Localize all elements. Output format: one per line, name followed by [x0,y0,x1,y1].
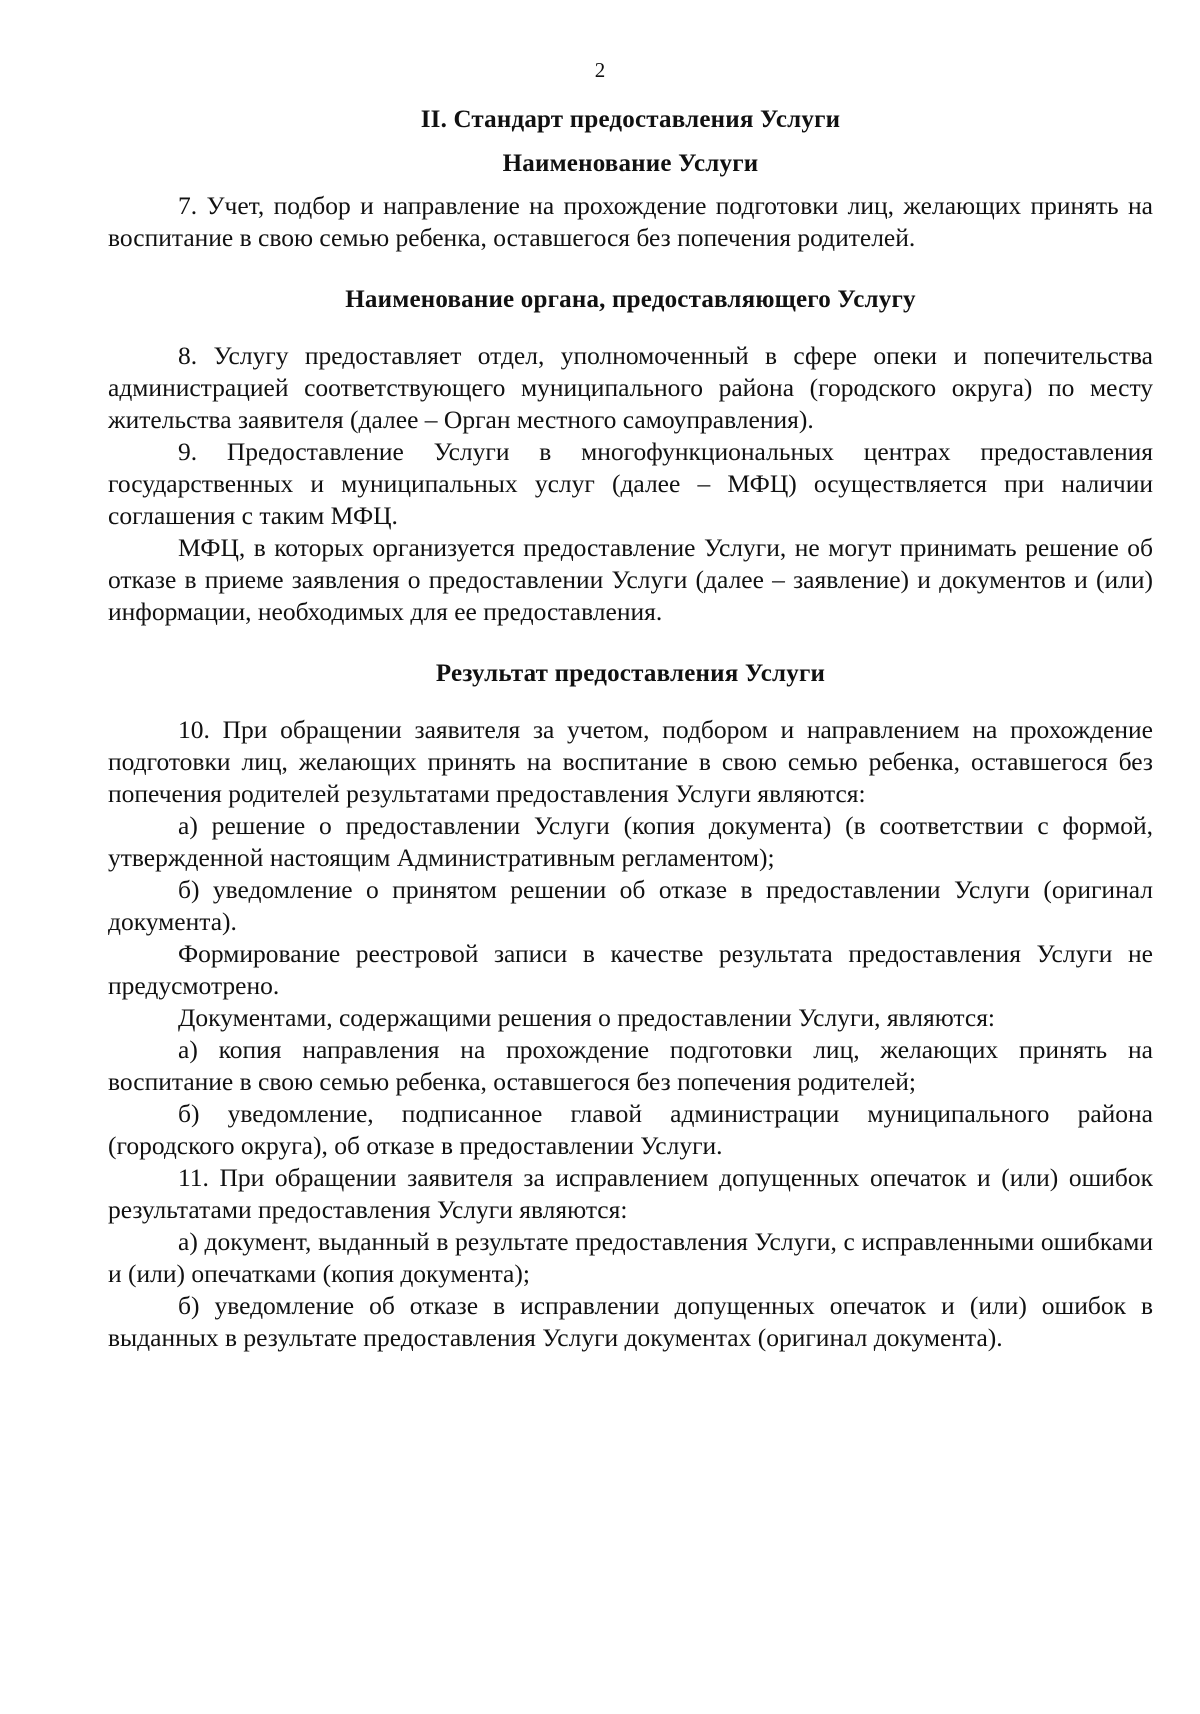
paragraph-10-b: б) уведомление о принятом решении об отказе в предоставлении Услуги (оригинал документа). [108,875,1153,936]
heading-service-name: Наименование Услуги [502,150,759,177]
document-body [108,104,1153,1354]
paragraph-decision-documents-b: б) уведомление, подписанное главой администрации муниципального района (городского округа), об отказе в предоставлении Услуги. [108,1099,1153,1160]
heading-service-result: Результат предоставления Услуги [435,660,826,687]
page-number: 2 [594,58,606,82]
paragraph-11-a: а) документ, выданный в результате предоставления Услуги, с исправленными ошибками и (или) опечатками (копия документа); [108,1227,1153,1288]
paragraph-11-b: б) уведомление об отказе в исправлении допущенных опечаток и (или) ошибок в выданных в результате предоставления Услуги документах (оригинал документа). [108,1291,1153,1352]
paragraph-decision-documents: Документами, содержащими решения о предоставлении Услуги, являются: [178,1003,996,1032]
paragraph-7: 7. Учет, подбор и направление на прохождение подготовки лиц, желающих принять на воспитание в свою семью ребенка, оставшегося без попечения родителей. [108,191,1153,252]
paragraph-11: 11. При обращении заявителя за исправлением допущенных опечаток и (или) ошибок результатами предоставления Услуги являются: [108,1163,1153,1224]
paragraph-9: 9. Предоставление Услуги в многофункциональных центрах предоставления государственных и муниципальных услуг (далее – МФЦ) осуществляется при наличии соглашения с таким МФЦ. [108,437,1153,530]
paragraph-registry-record: Формирование реестровой записи в качестве результата предоставления Услуги не предусмотрено. [108,939,1153,1000]
section-title: II. Стандарт предоставления Услуги [420,106,841,133]
paragraph-decision-documents-a: а) копия направления на прохождение подготовки лиц, желающих принять на воспитание в свою семью ребенка, оставшегося без попечения родителей; [108,1035,1153,1096]
paragraph-10-a: а) решение о предоставлении Услуги (копия документа) (в соответствии с формой, утвержденной настоящим Административным регламентом); [108,811,1153,872]
paragraph-mfc: МФЦ, в которых организуется предоставление Услуги, не могут принимать решение об отказе в приеме заявления о предоставлении Услуги (далее – заявление) и документов и (или) информации, необходимых для ее предоставления. [108,533,1153,626]
paragraph-8: 8. Услугу предоставляет отдел, уполномоченный в сфере опеки и попечительства администрацией соответствующего муниципального района (городского округа) по месту жительства заявителя (далее – Орган местного самоуправления). [108,341,1153,434]
heading-service-authority: Наименование органа, предоставляющего Услугу [345,286,916,313]
paragraph-10: 10. При обращении заявителя за учетом, подбором и направлением на прохождение подготовки лиц, желающих принять на воспитание в свою семью ребенка, оставшегося без попечения родителей результатами предоставления Услуги являются: [108,715,1153,808]
